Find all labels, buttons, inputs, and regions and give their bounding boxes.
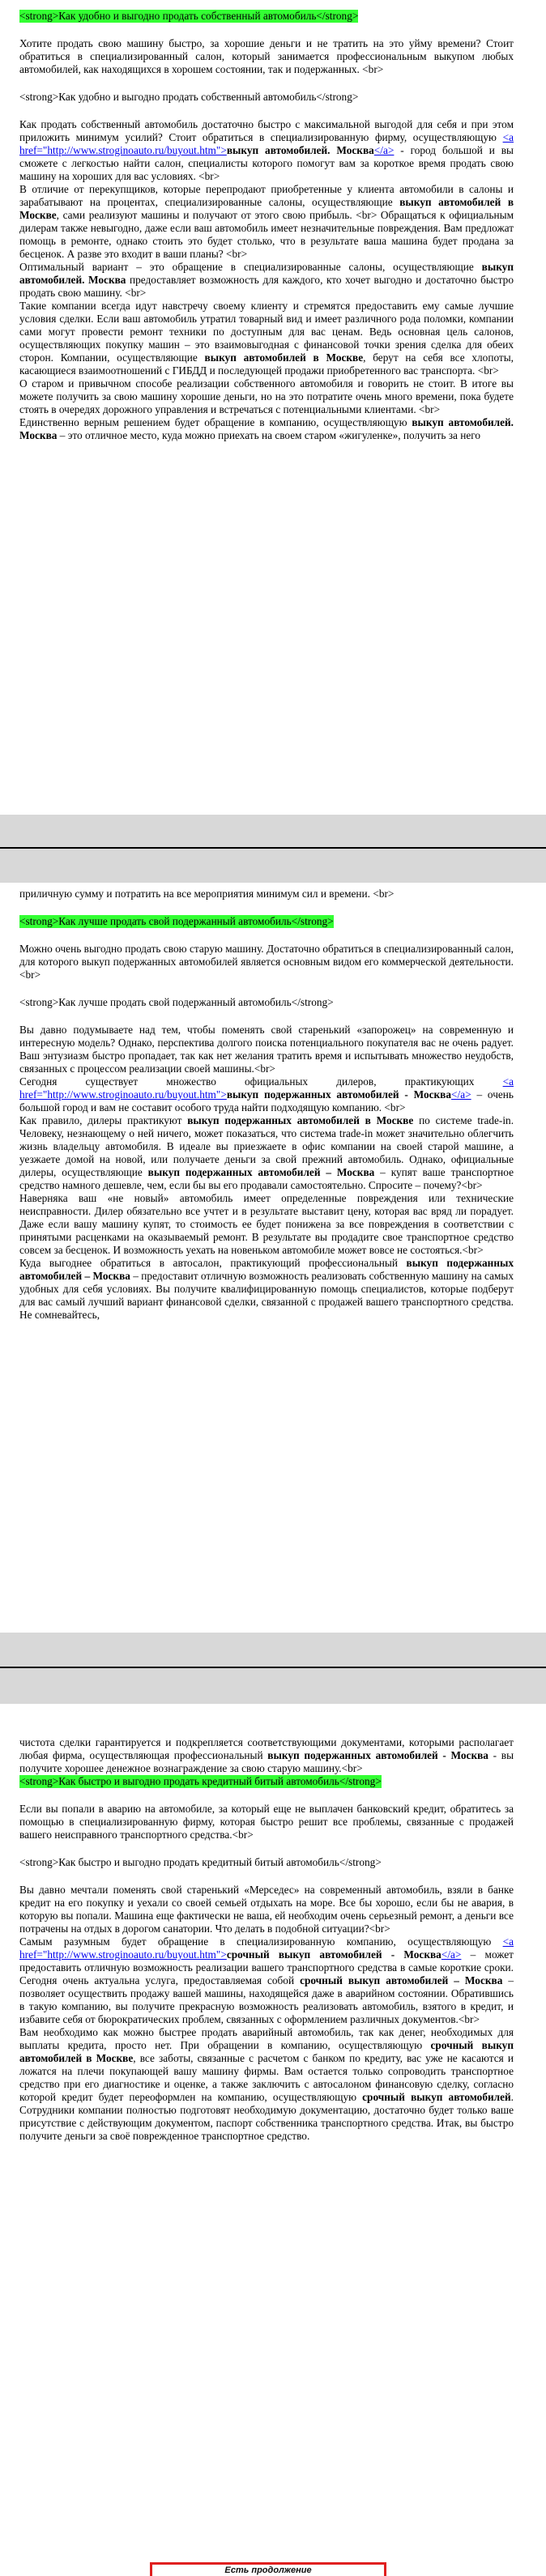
body-paragraph: Как продать собственный автомобиль достаточно быстро с максимальной выгодой для себя и при этом приложить минимум усилий? Стоит обратиться в специализированную фирму, осуществляющую <a href="http://www.stroginoauto.ru/buyout.htm">выкуп автомобилей. Москва</a> - город большой и вы сможете с легкостью найти салон, специалисты которого помогут вам за короткое время продать свою машину на хороших для вас условиях. <br>	[19, 118, 514, 182]
page-3	[0, 1704, 546, 2576]
highlighted-heading: <strong>Как быстро и выгодно продать кредитный битый автомобиль</strong>	[19, 1775, 382, 1787]
read-more-banner[interactable]: Есть продолжение	[150, 2562, 386, 2576]
heading-tag-line: <strong>Как быстро и выгодно продать кредитный битый автомобиль</strong>	[19, 1856, 382, 1868]
body-paragraph: О старом и привычном способе реализации собственного автомобиля и говорить не стоит. В итоге вы можете получить за свою машину хорошие деньги, но на это потратите очень много времени, пока будете стоять в очередях дорожного управления и встречаться с потенциальными клиентами. <br>	[19, 377, 514, 415]
body-paragraph: Вы давно мечтали поменять свой старенький «Мерседес» на современный автомобиль, взяли в банке кредит на его покупку и уехали со своей семьей отдыхать на море. Все бы хорошо, если бы не авария, в которую вы попали. Машина еще фактически не ваша, ей необходим очень серьезный ремонт, а деньги все потрачены на отдых в дорогом санатории. Что делать в подобной ситуации?<br>	[19, 1884, 514, 1935]
page-separator-line	[0, 1667, 546, 1668]
body-paragraph: Как правило, дилеры практикуют выкуп подержанных автомобилей в Москве по системе trade-in. Человеку, незнающему о ней ничего, может показаться, что система trade-in может значительно облегчить жизнь владельцу автомобиля. В идеале вы приезжаете в офис компании на своей старой машине, а уезжаете домой на новой, или получаете деньги за свой прежний автомобиль. Однако, официальные дилеры, осуществляющие выкуп подержанных автомобилей – Москва – купят ваше транспортное средство намного дешевле, чем, если бы вы его продавали самостоятельно. Спросите – почему?<br>	[19, 1114, 514, 1191]
page-3-text	[19, 1736, 514, 2143]
highlighted-heading: <strong>Как удобно и выгодно продать собственный автомобиль</strong>	[19, 10, 359, 22]
heading-tag-line: <strong>Как удобно и выгодно продать собственный автомобиль</strong>	[19, 91, 359, 103]
page-1	[0, 0, 546, 815]
heading-tag-line: <strong>Как лучше продать свой подержанный автомобиль</strong>	[19, 996, 334, 1008]
body-paragraph: Такие компании всегда идут навстречу своему клиенту и стремятся предоставить ему самые лучшие условия сделки. Если ваш автомобиль утратил товарный вид и имеет различного рода поломки, компании сами могут провести ремонт техники по доступным для вас ценам. Ведь основная цель салонов, осуществляющих покупку машин – это взаимовыгодная с финансовой точки зрения сделка для обеих сторон. Компании, осуществляющие выкуп автомобилей в Москве, берут на себя все хлопоты, касающиеся взаимоотношений с ГИБДД и последующей продажи приобретенного вас транспорта. <br>	[19, 300, 514, 377]
anchor-close-link[interactable]: </a>	[441, 1948, 462, 1961]
highlighted-heading: <strong>Как лучше продать свой подержанный автомобиль</strong>	[19, 915, 334, 927]
continued-text: чистота сделки гарантируется и подкрепляется соответствующими документами, которыми располагает любая фирма, осуществляющая профессиональный выкуп подержанных автомобилей - Москва - вы получите хорошее денежное вознаграждение за свою старую машину.<br>	[19, 1736, 514, 1774]
page-separator	[0, 1633, 546, 1704]
page-2-text	[19, 888, 514, 1322]
anchor-tag-link[interactable]: <a href="http://www.stroginoauto.ru/buyout.htm">	[19, 1075, 514, 1101]
intro-paragraph: Если вы попали в аварию на автомобиле, за который еще не выплачен банковский кредит, обратитесь за помощью в специализированную фирму, которая быстро решит все проблемы, связанные с продажей вашего неисправного транспортного средства.<br>	[19, 1803, 514, 1841]
page-2	[0, 883, 546, 1633]
page-1-text	[19, 10, 514, 442]
anchor-tag-link[interactable]: <a href="http://www.stroginoauto.ru/buyout.htm">	[19, 131, 514, 156]
body-paragraph: Вам необходимо как можно быстрее продать аварийный автомобиль, так как денег, необходимых для выплаты кредита, просто нет. При обращении в компанию, осуществляющую срочный выкуп автомобилей в Москве, все заботы, связанные с расчетом с банком по кредиту, вас уже не касаются и ложатся на плечи покупающей вашу машину фирмы. Вам остается только сопроводить транспортное средство при его диагностике и оценке, а также заключить с автосалоном финансовую сделку, согласно которой кредит будет переоформлен на компанию, осуществляющую срочный выкуп автомобилей. Сотрудники компании полностью подготовят необходимую документацию, достаточно будет только ваше присутствие с действующим документом, паспорт собственника транспортного средства. Итак, вы быстро получите деньги за своё поврежденное транспортное средство.	[19, 2026, 514, 2142]
body-paragraph: Сегодня существует множество официальных дилеров, практикующих <a href="http://www.stroginoauto.ru/buyout.htm">выкуп подержанных автомобилей - Москва</a> – очень большой город и вам не составит особого труда найти подходящую компанию. <br>	[19, 1075, 514, 1113]
continued-text: приличную сумму и потратить на все мероприятия минимум сил и времени. <br>	[19, 888, 395, 900]
body-paragraph: Единственно верным решением будет обращение в компанию, осуществляющую выкуп автомобилей. Москва – это отличное место, куда можно приехать на своем старом «жигуленке», получить за него	[19, 416, 514, 441]
body-paragraph: Вы давно подумываете над тем, чтобы поменять свой старенький «запорожец» на современную и интересную модель? Однако, перспектива долгого поиска потенциального покупателя вас не очень радует. Ваш энтузиазм быстро пропадает, так как нет желания тратить время и испытывать множество неудобств, связанных с процессом реализации своей машины.<br>	[19, 1024, 514, 1075]
body-paragraph: Самым разумным будет обращение в специализированную компанию, осуществляющую <a href="http://www.stroginoauto.ru/buyout.htm">срочный выкуп автомобилей - Москва</a> – может предоставить отличную возможность реализации вашего транспортного средства в самые короткие сроки. Сегодня очень актуальна услуга, предоставляемая собой срочный выкуп автомобилей – Москва – позволяет осуществить продажу вашей машины, находящейся даже в аварийном состоянии. Обратившись в такую компанию, вы получите прекрасную возможность реализовать автомобиль, взятого в кредит, и избавите себя от бюрократических проблем, связанных с оформлением различных документов.<br>	[19, 1935, 514, 2025]
intro-paragraph: Хотите продать свою машину быстро, за хорошие деньги и не тратить на это уйму времени? Стоит обратиться в специализированный салон, который занимается профессиональным выкупом любых автомобилей, как находящихся в хорошем состоянии, так и подержанных. <br>	[19, 37, 514, 75]
body-paragraph: В отличие от перекупщиков, которые перепродают приобретенные у клиента автомобили в салоны и зарабатывают на процентах, специализированные салоны, осуществляющие выкуп автомобилей в Москве, сами реализуют машины и получают от этого свою прибыль. <br> Обращаться к официальным дилерам также невыгодно, даже если ваш автомобиль имеет незначительные повреждения. Вам предложат помощь в ремонте, однако стоить это будет столько, что в результате ваша машина будет продана за бесценок. А разве это входит в ваши планы? <br>	[19, 183, 514, 260]
anchor-tag-link[interactable]: <a href="http://www.stroginoauto.ru/buyout.htm">	[19, 1935, 514, 1961]
anchor-close-link[interactable]: </a>	[373, 144, 395, 156]
anchor-close-link[interactable]: </a>	[451, 1088, 471, 1101]
page-separator	[0, 815, 546, 883]
page-separator-line	[0, 847, 546, 849]
intro-paragraph: Можно очень выгодно продать свою старую машину. Достаточно обратиться в специализированный салон, для которого выкуп подержанных автомобилей является основным видом его коммерческой деятельности.<br>	[19, 943, 514, 981]
body-paragraph: Оптимальный вариант – это обращение в специализированные салоны, осуществляющие выкуп автомобилей. Москва предоставляет возможность для каждого, кто хочет выгодно и достаточно быстро продать свою машину. <br>	[19, 261, 514, 299]
body-paragraph: Куда выгоднее обратиться в автосалон, практикующий профессиональный выкуп подержанных автомобилей – Москва – предоставит отличную возможность реализовать собственную машину на самых удобных для себя условиях. Вы получите квалифицированную помощь специалистов, которые подберут для вас самый лучший вариант финансовой сделки, связанной с продажей вашего транспортного средства. Не сомневайтесь,	[19, 1257, 514, 1321]
body-paragraph: Наверняка ваш «не новый» автомобиль имеет определенные повреждения или технические неисправности. Дилер обязательно все учтет и в результате выставит цену, которая вас вряд ли порадует. Даже если вашу машину купят, то стоимость ее будет понижена за все повреждения в соответствии с принятыми расценками на оказываемый ремонт. В результате вы продадите свое транспортное средство совсем за бесценок. И возможность уехать на новеньком автомобиле может вовсе не состояться.<br>	[19, 1192, 514, 1256]
